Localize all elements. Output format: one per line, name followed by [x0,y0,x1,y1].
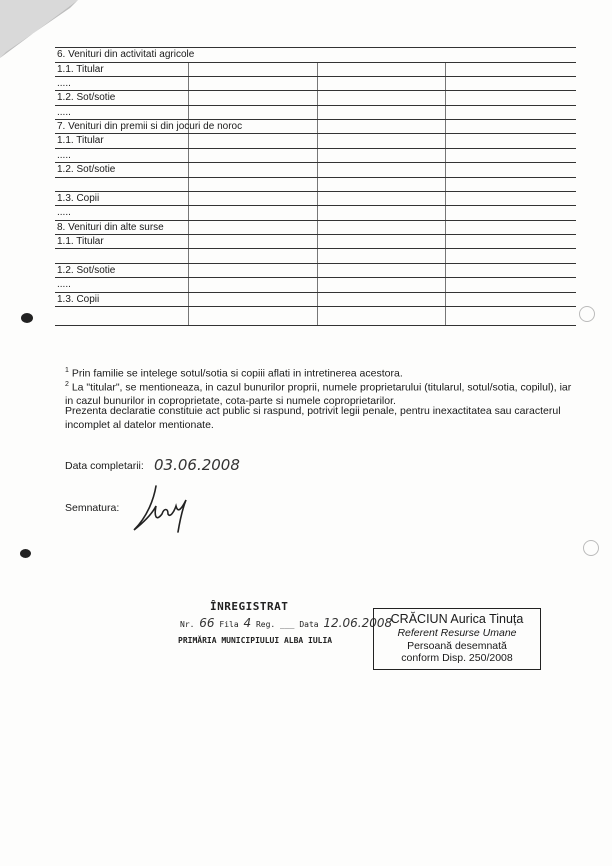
nr-value: 66 [199,616,215,630]
row-label: 1.1. Titular [57,236,104,247]
footnote-mark: 1 [65,367,69,374]
nr-label: Nr. [180,620,195,629]
table-row [55,221,576,235]
table-row [55,77,576,91]
row-divider [55,62,576,63]
footnote-text: La "titular", se mentioneaza, in cazul bunurilor proprii, numele proprietarului (titularul, sotul/sotia, copilul), iar in cazul bunurilor in coproprietate, cota-parte si numele coproprietarilor. [65,381,572,407]
date-label: Data completarii: [65,460,144,472]
row-divider [55,133,576,134]
stamp-fields: Nr. 66 Fila 4 Reg. ___ Data 12.06.2008 [180,616,393,630]
row-label: 1.3. Copii [57,193,100,204]
table-row [55,163,576,177]
row-divider [55,90,576,91]
row-divider [55,105,576,106]
institution-name: PRIMĂRIA MUNICIPIULUI ALBA IULIA [178,636,333,645]
row-divider [55,162,576,163]
table-row [55,192,576,206]
ink-blot [21,313,33,323]
data-value: 12.06.2008 [323,616,393,630]
row-divider [55,119,576,120]
stamp-line4: conform Disp. 250/2008 [401,652,513,664]
row-label: 1.3. Copii [57,294,100,305]
declaration-text: Prezenta declaratie constituie act public si raspund, potrivit legii penale, pentru inexactitatea sau caracterul incomplet al datelor mentionate. [65,405,561,431]
table-row [55,307,576,321]
row-divider [55,148,576,149]
table-row [55,63,576,77]
table-row [55,278,576,292]
table-row [55,235,576,249]
row-divider [55,263,576,264]
table-row [55,249,576,263]
row-label: 6. Venituri din activitati agricole [57,49,195,60]
footnote-mark: 2 [65,381,69,388]
punch-hole [583,540,599,556]
row-divider [55,234,576,235]
table-row [55,106,576,120]
row-label: ..... [57,207,71,218]
table-row [55,206,576,220]
row-label: ..... [57,279,71,290]
ink-blot [20,549,31,558]
handwritten-date: 03.06.2008 [154,456,240,474]
signature-scribble [126,478,196,538]
punch-hole [579,306,595,322]
table-row [55,91,576,105]
row-divider [55,220,576,221]
footnote-text: Prin familie se intelege sotul/sotia si copiii aflati in intretinerea acestora. [71,367,403,380]
stamp-role: Referent Resurse Umane [397,627,517,639]
row-label: 1.2. Sot/sotie [57,265,116,276]
row-label: 1.2. Sot/sotie [57,164,116,175]
row-label: ..... [57,107,71,118]
fila-value: 4 [243,616,252,630]
table-row [55,178,576,192]
stamp-title: ÎNREGISTRAT [210,600,289,613]
row-label: 1.1. Titular [57,135,104,146]
table-row [55,293,576,307]
row-divider [55,306,576,307]
row-divider [55,177,576,178]
table-row [55,264,576,278]
row-divider [55,191,576,192]
row-divider [55,205,576,206]
table-row [55,134,576,148]
row-divider [55,277,576,278]
row-label: 1.1. Titular [57,64,104,75]
data-label: Data [299,620,319,629]
row-label: ..... [57,78,71,89]
table-row [55,120,576,134]
stamp-line3: Persoană desemnată [407,640,507,652]
row-divider [55,248,576,249]
row-divider [55,76,576,77]
income-table [55,47,576,326]
row-divider [55,292,576,293]
row-label: 1.2. Sot/sotie [57,92,116,103]
row-label: ..... [57,150,71,161]
table-row [55,149,576,163]
row-label: 8. Venituri din alte surse [57,222,164,233]
reg-label: Reg. [255,620,276,629]
footnote-2 [65,378,580,409]
signature-label: Semnatura: [65,502,120,514]
fila-label: Fila [219,620,239,629]
stamp-name: CRĂCIUN Aurica Tinuța [390,612,524,626]
official-stamp [373,608,541,670]
row-label: 7. Venituri din premii si din jocuri de noroc [57,121,243,132]
table-row [55,48,576,62]
